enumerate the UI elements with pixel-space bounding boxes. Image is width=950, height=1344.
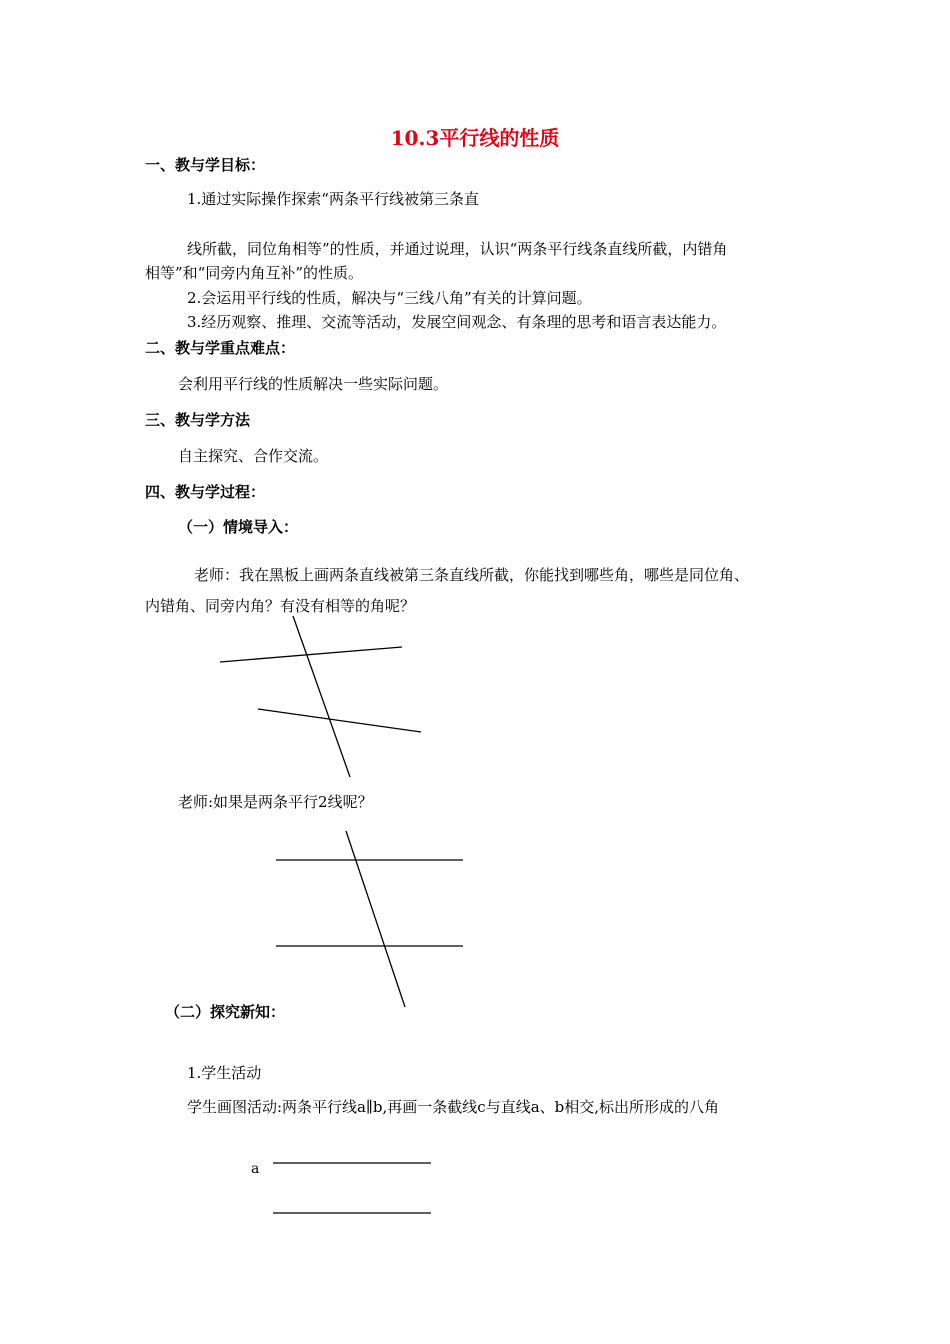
- goal1-line2: 线所截，同位角相等”的性质，并通过说理，认识“两条平行线条直线所截，内错角: [187, 240, 728, 258]
- explore-heading: （二）探究新知：: [165, 1003, 286, 1021]
- figure-activity-lines: [273, 1163, 431, 1213]
- teacher-question-1-line2: 内错角、同旁内角？有没有相等的角呢？: [145, 597, 416, 615]
- activity-title: 1.学生活动: [187, 1064, 262, 1082]
- goal2: 2.会运用平行线的性质，解决与“三线八角”有关的计算问题。: [187, 289, 592, 307]
- goal3: 3.经历观察、推理、交流等活动，发展空间观念、有条理的思考和语言表达能力。: [187, 313, 727, 331]
- teacher-question-2: 老师:如果是两条平行2线呢？: [178, 793, 373, 811]
- goal1-line1: 1.通过实际操作探索“两条平行线被第三条直: [187, 190, 479, 208]
- keypoints-heading: 二、教与学重点难点：: [145, 339, 296, 357]
- activity-text: 学生画图活动:两条平行线a∥b,再画一条截线c与直线a、b相交,标出所形成的八角: [187, 1098, 720, 1116]
- goal1-line3: 相等”和“同旁内角互补”的性质。: [145, 264, 364, 282]
- figure1-transversal: [293, 616, 350, 777]
- figure-parallel-lines: [276, 831, 463, 1007]
- line-label-a: a: [251, 1161, 260, 1177]
- figure2-transversal: [346, 831, 405, 1007]
- page-title: 10.3平行线的性质: [390, 126, 560, 150]
- method-heading: 三、教与学方法: [145, 411, 251, 429]
- method-text: 自主探究、合作交流。: [178, 447, 329, 465]
- keypoints-text: 会利用平行线的性质解决一些实际问题。: [178, 375, 449, 393]
- figure1-line-bottom: [258, 709, 421, 732]
- teacher-question-1-line1: 老师：我在黑板上画两条直线被第三条直线所截，你能找到哪些角，哪些是同位角、: [194, 566, 750, 584]
- intro-heading: （一）情境导入：: [178, 518, 299, 536]
- figure1-line-top: [220, 647, 402, 662]
- process-heading: 四、教与学过程：: [145, 483, 266, 501]
- figure-intersecting-lines: [220, 616, 421, 777]
- goals-heading: 一、教与学目标：: [145, 156, 266, 174]
